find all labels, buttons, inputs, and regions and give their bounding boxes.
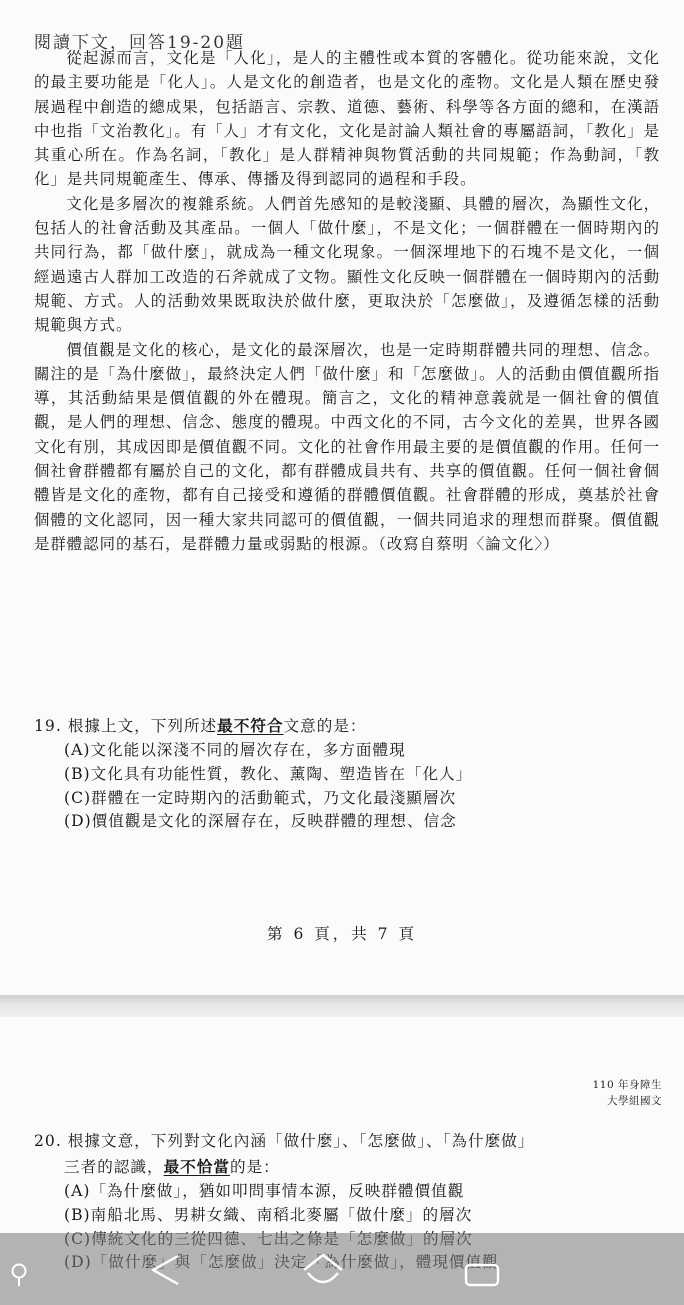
cut-header: 閱讀下文，回答19-20題: [34, 33, 246, 53]
back-icon[interactable]: [148, 1253, 182, 1291]
stem-text: 三者的認識，: [64, 1158, 164, 1176]
option-d: (D)價值觀是文化的深層存在，反映群體的理想、信念: [64, 812, 457, 831]
stem-text-end: 文意的是：: [283, 717, 367, 735]
navigation-bar: [0, 1233, 684, 1305]
pin-icon[interactable]: [8, 1262, 30, 1292]
stem-emphasis: 最不恰當: [163, 1157, 230, 1176]
question-number: 20.: [34, 1132, 62, 1150]
stem-text-end: 的是：: [229, 1158, 280, 1176]
recent-apps-icon[interactable]: [462, 1259, 502, 1295]
stem-text: 根據上文，下列所述: [67, 717, 218, 735]
question-20-stem-line-1: [34, 1129, 674, 1154]
passage-paragraph-3: 價值觀是文化的核心，是文化的最深層次，也是一定時期群體共同的理想、信念。關注的是「為什麼做」，最終決定人們「做什麼」和「怎麼做」。人的活動由價值觀所指導，其活動結果是價值觀的外在體現。簡言之，文化的精神意義就是一個社會的價值觀，是人們的理想、信念、態度的體現。中西文化的不同，古今文化的差異，世界各國文化有別，其成因即是價值觀不同。文化的社會作用最主要的是價值觀的作用。任何一個社會群體都有屬於自己的文化，都有群體成員共有、共享的價值觀。任何一個社會個體皆是文化的產物，都有自己接受和遵循的群體價值觀。社會群體的形成，奠基於社會個體的文化認同，因一種大家共同認可的價值觀，一個共同追求的理想而群聚。價值觀是群體認同的基石，是群體力量或弱點的根源。（改寫自蔡明〈論文化〉）: [34, 340, 660, 553]
option-a: (A)「為什麼做」，猶如叩問事情本源，反映群體價值觀: [64, 1182, 465, 1200]
stem-emphasis: 最不符合: [217, 716, 284, 735]
stem-text: 根據文意，下列對文化內涵「做什麼」、「怎麼做」、「為什麼做」: [67, 1132, 535, 1150]
question-number: 19.: [34, 717, 62, 735]
question-19: [34, 713, 674, 834]
question-20-stem-line-2: [34, 1154, 674, 1180]
question-19-options: [64, 739, 674, 834]
exam-year: 110 年身障生: [592, 1079, 662, 1091]
passage-paragraph-1: 從起源而言，文化是「人化」，是人的主體性或本質的客體化。從功能來說，文化的最主要功能是「化人」。人是文化的創造者，也是文化的產物。文化是人類在歷史發展過程中創造的總成果，包括語言、宗教、道德、藝術、科學等各方面的總和，在漢語中也指「文治教化」。有「人」才有文化，文化是討論人類社會的專屬語詞，「教化」是其重心所在。作為名詞，「教化」是人群精神與物質活動的共同規範；作為動詞，「教化」是共同規範產生、傳承、傳播及得到認同的過程和手段。: [34, 49, 660, 189]
page-separator: [0, 995, 684, 1017]
reading-passage: [34, 46, 660, 556]
page-number: 第 6 頁，共 7 頁: [267, 925, 417, 943]
option-b: (B)文化具有功能性質，教化、薰陶、塑造皆在「化人」: [64, 764, 473, 783]
option-c: (C)群體在一定時期內的活動範式，乃文化最淺顯層次: [64, 788, 457, 807]
option-a: (A)文化能以深淺不同的層次存在，多方面體現: [64, 741, 406, 759]
passage-paragraph-2: 文化是多層次的複雜系統。人們首先感知的是較淺顯、具體的層次，為顯性文化，包括人的社會活動及其產品。一個人「做什麼」，不是文化；一個群體在一個時期內的共同行為，都「做什麼」，就成為一種文化現象。一個深埋地下的石塊不是文化，一個經過遠古人群加工改造的石斧就成了文物。顯性文化反映一個群體在一個時期內的活動規範、方式。人的活動效果既取決於做什麼，更取決於「怎麼做」，及遵循怎樣的活動規範與方式。: [34, 194, 660, 335]
exam-group: 大學組國文: [607, 1095, 662, 1107]
exam-tag: [593, 1077, 662, 1109]
option-b: (B)南船北馬、男耕女織、南稻北麥屬「做什麼」的層次: [64, 1205, 473, 1224]
question-19-stem: [34, 713, 674, 739]
home-icon[interactable]: [300, 1251, 346, 1295]
